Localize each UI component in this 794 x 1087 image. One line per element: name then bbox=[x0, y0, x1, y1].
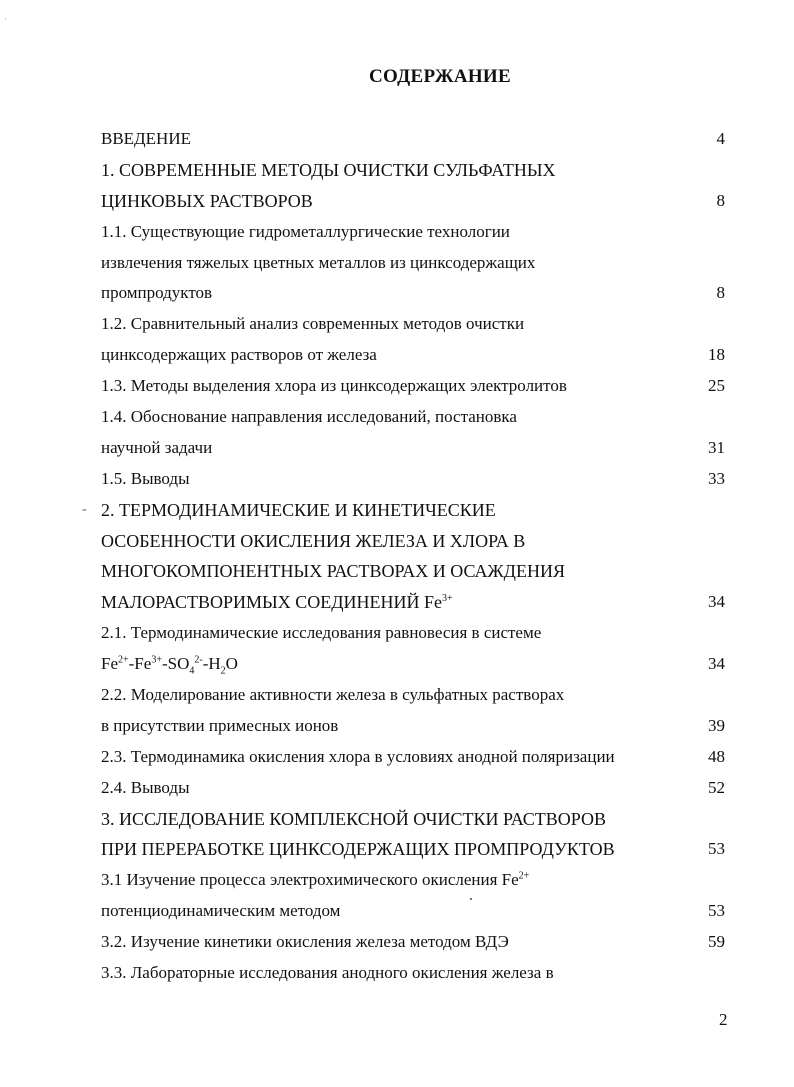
toc-entry-text: МНОГОКОМПОНЕНТНЫХ РАСТВОРАХ И ОСАЖДЕНИЯ bbox=[101, 561, 565, 582]
toc-line[interactable] bbox=[101, 865, 725, 896]
toc-line[interactable] bbox=[101, 248, 725, 279]
superscript: 2+ bbox=[518, 870, 530, 882]
toc-line[interactable] bbox=[101, 742, 725, 773]
toc-entry-text: 3.1 Изучение процесса электрохимического окисления Fe bbox=[101, 870, 519, 890]
toc-line[interactable] bbox=[101, 556, 725, 587]
toc-line[interactable] bbox=[101, 711, 725, 742]
toc-line[interactable] bbox=[101, 834, 725, 865]
toc-entry-text: 1.5. Выводы bbox=[101, 468, 190, 488]
toc-entry-text: 3.3. Лабораторные исследования анодного окисления железа в bbox=[101, 963, 554, 983]
toc-entry-text: 2.3. Термодинамика окисления хлора в условиях анодной поляризации bbox=[101, 746, 615, 766]
toc-page-number: 8 bbox=[716, 190, 725, 210]
toc-line[interactable] bbox=[101, 495, 725, 526]
toc-page-number: 33 bbox=[708, 468, 725, 488]
toc-entry-text: 3. ИССЛЕДОВАНИЕ КОМПЛЕКСНОЙ ОЧИСТКИ РАСТВОРОВ bbox=[101, 808, 607, 829]
toc-entry-text: извлечения тяжелых цветных металлов из цинксодержащих bbox=[101, 252, 536, 272]
toc-entry-text: ЦИНКОВЫХ РАСТВОРОВ bbox=[101, 190, 313, 211]
toc-entry-text: 1.1. Существующие гидрометаллургические технологии bbox=[101, 221, 510, 241]
toc-line[interactable] bbox=[101, 309, 725, 340]
toc-line[interactable] bbox=[101, 186, 725, 217]
toc-entry-text: потенциодинамическим методом bbox=[101, 901, 341, 921]
page-number: 2 bbox=[719, 1010, 728, 1029]
toc-entry-text: 1. СОВРЕМЕННЫЕ МЕТОДЫ ОЧИСТКИ СУЛЬФАТНЫХ bbox=[101, 159, 556, 180]
toc-entry-text: 2.4. Выводы bbox=[101, 777, 190, 797]
table-of-contents bbox=[101, 124, 725, 989]
toc-line[interactable] bbox=[101, 124, 725, 155]
toc-entry-text: 2.1. Термодинамические исследования равновесия в системе bbox=[101, 623, 542, 643]
toc-line[interactable] bbox=[101, 278, 725, 309]
page-title: СОДЕРЖАНИЕ bbox=[369, 66, 511, 87]
toc-page-number: 34 bbox=[708, 592, 725, 612]
toc-line[interactable] bbox=[101, 680, 725, 711]
toc-page-number: 34 bbox=[708, 654, 725, 674]
toc-line[interactable] bbox=[101, 217, 725, 248]
toc-entry-text: научной задачи bbox=[101, 437, 213, 457]
toc-entry-text: 2.2. Моделирование активности железа в сульфатных растворах bbox=[101, 685, 565, 705]
toc-line[interactable] bbox=[101, 155, 725, 186]
toc-line[interactable] bbox=[101, 958, 725, 989]
toc-entry-text: 1.2. Сравнительный анализ современных методов очистки bbox=[101, 314, 525, 334]
toc-entry-text: МАЛОРАСТВОРИМЫХ СОЕДИНЕНИЙ Fe bbox=[101, 592, 443, 613]
toc-page-number: 39 bbox=[708, 715, 725, 735]
toc-page-number: 4 bbox=[716, 129, 725, 148]
scan-speck bbox=[470, 898, 472, 900]
toc-page-number: 59 bbox=[708, 932, 725, 952]
toc-line[interactable] bbox=[101, 773, 725, 804]
toc-entry-text: 1.4. Обоснование направления исследований, постановка bbox=[101, 407, 517, 427]
toc-entry-text: промпродуктов bbox=[101, 283, 213, 303]
toc-line[interactable] bbox=[101, 896, 725, 927]
toc-entry-text: 2. ТЕРМОДИНАМИЧЕСКИЕ И КИНЕТИЧЕСКИЕ bbox=[101, 499, 496, 520]
toc-line[interactable] bbox=[101, 340, 725, 371]
toc-entry-text: цинксодержащих растворов от железа bbox=[101, 345, 377, 365]
toc-entry-text: ВВЕДЕНИЕ bbox=[101, 129, 191, 148]
toc-entry-text: 3.2. Изучение кинетики окисления железа методом ВДЭ bbox=[101, 932, 509, 952]
toc-line[interactable] bbox=[101, 649, 725, 680]
toc-entry-text: в присутствии примесных ионов bbox=[101, 715, 339, 735]
toc-page-number: 53 bbox=[708, 901, 725, 921]
superscript: 3+ bbox=[442, 593, 453, 605]
toc-line[interactable] bbox=[101, 464, 725, 495]
toc-line[interactable] bbox=[101, 618, 725, 649]
toc-page-number: 52 bbox=[708, 777, 725, 797]
toc-entry-text: ОСОБЕННОСТИ ОКИСЛЕНИЯ ЖЕЛЕЗА И ХЛОРА В bbox=[101, 530, 526, 551]
toc-page-number: 18 bbox=[708, 345, 725, 365]
toc-page-number: 48 bbox=[708, 746, 725, 766]
chemical-formula: $Fe^{2+}-Fe^{3+}-SO_4^{2-}-H_2O$ bbox=[101, 654, 238, 677]
toc-page-number: 8 bbox=[716, 283, 725, 303]
scan-tick-mark: ' bbox=[5, 18, 7, 24]
toc-line[interactable] bbox=[101, 526, 725, 557]
toc-line[interactable] bbox=[101, 587, 725, 618]
toc-page-number: 53 bbox=[708, 839, 725, 859]
toc-line[interactable] bbox=[101, 402, 725, 433]
toc-entry-text: ПРИ ПЕРЕРАБОТКЕ ЦИНКСОДЕРЖАЩИХ ПРОМПРОДУКТОВ bbox=[101, 839, 615, 860]
toc-line[interactable] bbox=[101, 433, 725, 464]
toc-line[interactable] bbox=[101, 927, 725, 958]
toc-page-number: 31 bbox=[708, 437, 725, 457]
toc-line[interactable] bbox=[101, 804, 725, 835]
toc-page-number: 25 bbox=[708, 376, 725, 396]
scan-dash-mark: - bbox=[82, 502, 87, 517]
toc-line[interactable] bbox=[101, 371, 725, 402]
toc-entry-text: 1.3. Методы выделения хлора из цинксодержащих электролитов bbox=[101, 376, 567, 396]
